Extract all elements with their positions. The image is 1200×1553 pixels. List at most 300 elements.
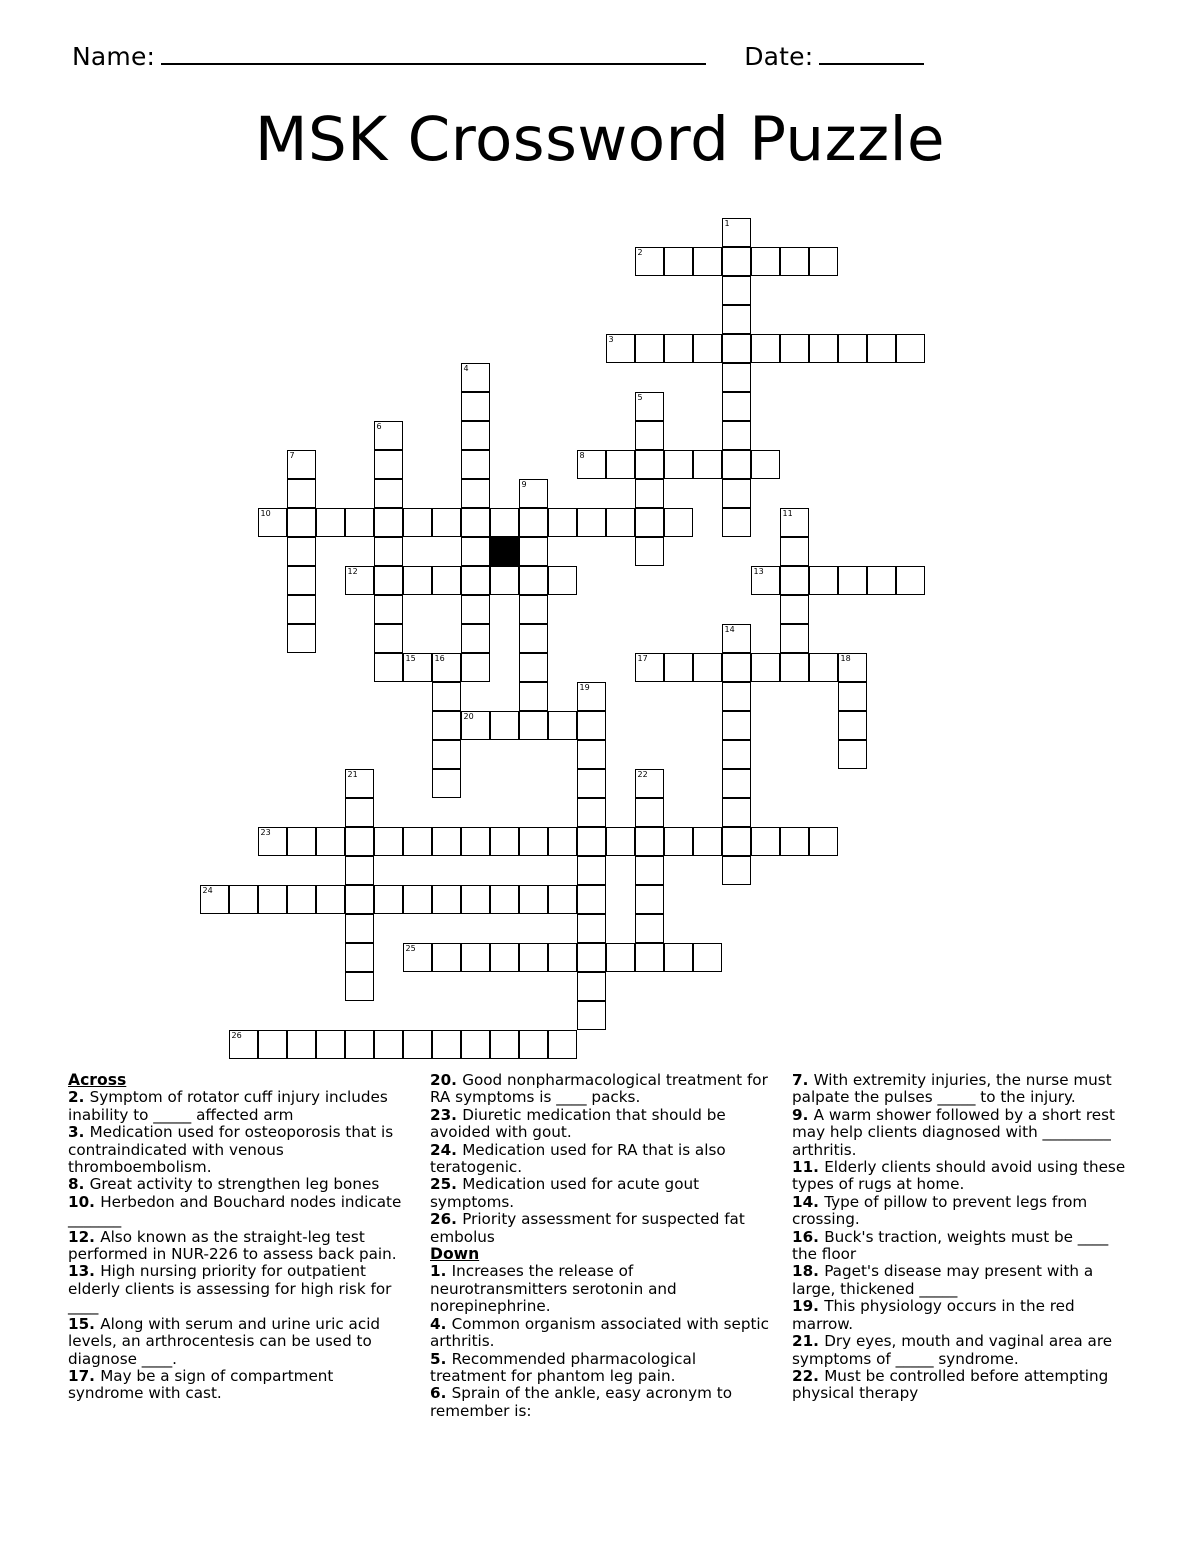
grid-cell[interactable] bbox=[316, 508, 345, 537]
grid-cell[interactable] bbox=[345, 508, 374, 537]
grid-cell[interactable] bbox=[635, 537, 664, 566]
grid-cell[interactable] bbox=[751, 450, 780, 479]
grid-cell[interactable] bbox=[867, 334, 896, 363]
grid-cell[interactable] bbox=[577, 508, 606, 537]
clue-text: Dry eyes, mouth and vaginal area are symptoms of _____ syndrome. bbox=[792, 1332, 1113, 1368]
clue-text: Must be controlled before attempting physical therapy bbox=[792, 1366, 1109, 1403]
grid-cell[interactable] bbox=[722, 479, 751, 508]
grid-cell[interactable] bbox=[606, 450, 635, 479]
clue-text: Medication used for osteoporosis that is contraindicated with venous thromboembolism. bbox=[68, 1123, 394, 1177]
grid-cell-number: 8 bbox=[579, 451, 585, 460]
grid-cell[interactable] bbox=[693, 247, 722, 276]
grid-cell[interactable] bbox=[664, 334, 693, 363]
grid-cell[interactable] bbox=[809, 247, 838, 276]
clue-down-7 bbox=[792, 1072, 1128, 1107]
grid-cell[interactable] bbox=[577, 914, 606, 943]
clue-text: High nursing priority for outpatient elderly clients is assessing for high risk for ____ bbox=[68, 1262, 392, 1316]
grid-cell[interactable] bbox=[780, 334, 809, 363]
grid-cell[interactable] bbox=[345, 943, 374, 972]
grid-cell[interactable] bbox=[635, 827, 664, 856]
grid-cell[interactable] bbox=[403, 653, 432, 682]
grid-cell[interactable] bbox=[519, 682, 548, 711]
grid-cell[interactable] bbox=[751, 247, 780, 276]
grid-cell[interactable] bbox=[519, 566, 548, 595]
grid-cell[interactable] bbox=[548, 885, 577, 914]
grid-cell[interactable] bbox=[722, 305, 751, 334]
grid-cell[interactable] bbox=[461, 827, 490, 856]
clue-text: Common organism associated with septic arthritis. bbox=[430, 1314, 769, 1351]
clue-text: A warm shower followed by a short rest may help clients diagnosed with _________ arthritis. bbox=[792, 1105, 1116, 1159]
grid-cell[interactable] bbox=[403, 508, 432, 537]
grid-cell[interactable] bbox=[722, 769, 751, 798]
clue-number: 26. bbox=[430, 1210, 463, 1229]
grid-cell[interactable] bbox=[664, 508, 693, 537]
grid-cell[interactable] bbox=[519, 537, 548, 566]
grid-cell[interactable] bbox=[838, 566, 867, 595]
grid-cell-number: 25 bbox=[405, 944, 416, 953]
grid-cell-number: 21 bbox=[347, 770, 358, 779]
grid-cell[interactable] bbox=[403, 885, 432, 914]
grid-cell[interactable] bbox=[867, 566, 896, 595]
grid-cell[interactable] bbox=[432, 682, 461, 711]
name-input-line[interactable] bbox=[161, 62, 706, 65]
grid-cell[interactable] bbox=[403, 566, 432, 595]
grid-cell[interactable] bbox=[606, 827, 635, 856]
page-title: MSK Crossword Puzzle bbox=[254, 104, 946, 175]
grid-cell[interactable] bbox=[577, 972, 606, 1001]
grid-cell[interactable] bbox=[345, 972, 374, 1001]
grid-cell[interactable] bbox=[780, 537, 809, 566]
grid-cell[interactable] bbox=[722, 624, 751, 653]
clue-down-5 bbox=[430, 1351, 770, 1386]
clue-number: 5. bbox=[430, 1349, 452, 1368]
grid-cell[interactable] bbox=[722, 711, 751, 740]
grid-cell[interactable] bbox=[664, 653, 693, 682]
grid-cell[interactable] bbox=[287, 624, 316, 653]
grid-cell[interactable] bbox=[606, 943, 635, 972]
clue-column-right bbox=[792, 1072, 1128, 1472]
grid-cell-number: 24 bbox=[202, 886, 213, 895]
clue-number: 4. bbox=[430, 1314, 452, 1333]
grid-cell[interactable] bbox=[635, 421, 664, 450]
grid-cell[interactable] bbox=[432, 1030, 461, 1059]
grid-cell[interactable] bbox=[519, 885, 548, 914]
clue-across-8 bbox=[68, 1176, 408, 1193]
grid-cell[interactable] bbox=[519, 827, 548, 856]
grid-cell[interactable] bbox=[461, 363, 490, 392]
grid-cell[interactable] bbox=[722, 682, 751, 711]
grid-cell[interactable] bbox=[345, 827, 374, 856]
grid-cell[interactable] bbox=[432, 711, 461, 740]
grid-cell[interactable] bbox=[490, 566, 519, 595]
grid-cell[interactable] bbox=[345, 769, 374, 798]
grid-cell[interactable] bbox=[577, 798, 606, 827]
grid-cell-number: 19 bbox=[579, 683, 590, 692]
grid-cell-number: 5 bbox=[637, 393, 643, 402]
clue-number: 17. bbox=[68, 1366, 101, 1385]
grid-cell[interactable] bbox=[635, 479, 664, 508]
grid-cell[interactable] bbox=[432, 653, 461, 682]
grid-cell-blocked bbox=[490, 537, 519, 566]
clue-across-10 bbox=[68, 1194, 408, 1229]
grid-cell[interactable] bbox=[374, 566, 403, 595]
clue-down-18 bbox=[792, 1263, 1128, 1298]
grid-cell[interactable] bbox=[722, 827, 751, 856]
grid-cell[interactable] bbox=[316, 827, 345, 856]
grid-cell[interactable] bbox=[548, 508, 577, 537]
grid-cell[interactable] bbox=[693, 450, 722, 479]
grid-cell-number: 22 bbox=[637, 770, 648, 779]
grid-cell[interactable] bbox=[809, 653, 838, 682]
grid-cell-number: 23 bbox=[260, 828, 271, 837]
grid-cell[interactable] bbox=[838, 334, 867, 363]
grid-cell[interactable] bbox=[287, 1030, 316, 1059]
grid-cell[interactable] bbox=[664, 450, 693, 479]
grid-cell[interactable] bbox=[519, 943, 548, 972]
clue-number: 14. bbox=[792, 1192, 825, 1211]
grid-cell[interactable] bbox=[374, 537, 403, 566]
grid-cell[interactable] bbox=[635, 392, 664, 421]
grid-cell[interactable] bbox=[722, 740, 751, 769]
grid-cell[interactable] bbox=[287, 479, 316, 508]
clue-text: Paget's disease may present with a large, thickened _____ bbox=[792, 1262, 1094, 1298]
grid-cell[interactable] bbox=[635, 885, 664, 914]
grid-cell[interactable] bbox=[780, 508, 809, 537]
header-row bbox=[72, 42, 1128, 71]
grid-cell[interactable] bbox=[287, 827, 316, 856]
grid-cell[interactable] bbox=[809, 334, 838, 363]
grid-cell[interactable] bbox=[635, 653, 664, 682]
grid-cell[interactable] bbox=[519, 624, 548, 653]
grid-cell[interactable] bbox=[577, 827, 606, 856]
grid-cell[interactable] bbox=[722, 247, 751, 276]
grid-cell[interactable] bbox=[374, 479, 403, 508]
grid-cell[interactable] bbox=[896, 566, 925, 595]
grid-cell[interactable] bbox=[432, 943, 461, 972]
clue-text: Recommended pharmacological treatment for phantom leg pain. bbox=[430, 1349, 697, 1385]
grid-cell-number: 1 bbox=[724, 219, 730, 228]
grid-cell[interactable] bbox=[490, 1030, 519, 1059]
grid-cell[interactable] bbox=[490, 711, 519, 740]
grid-cell[interactable] bbox=[664, 827, 693, 856]
grid-cell[interactable] bbox=[809, 827, 838, 856]
date-input-line[interactable] bbox=[819, 62, 924, 65]
clue-text: Medication used for acute gout symptoms. bbox=[430, 1175, 700, 1211]
grid-cell-number: 14 bbox=[724, 625, 735, 634]
grid-cell[interactable] bbox=[432, 769, 461, 798]
clue-down-1 bbox=[430, 1263, 770, 1315]
grid-cell[interactable] bbox=[461, 595, 490, 624]
grid-cell[interactable] bbox=[374, 508, 403, 537]
clue-number: 8. bbox=[68, 1175, 90, 1194]
date-label: Date: bbox=[744, 42, 814, 71]
grid-cell[interactable] bbox=[635, 450, 664, 479]
grid-cell[interactable] bbox=[258, 1030, 287, 1059]
grid-cell[interactable] bbox=[577, 856, 606, 885]
clue-text: This physiology occurs in the red marrow. bbox=[792, 1297, 1075, 1333]
clue-across-20 bbox=[430, 1072, 770, 1107]
clue-down-19 bbox=[792, 1298, 1128, 1333]
grid-cell[interactable] bbox=[519, 711, 548, 740]
grid-cell[interactable] bbox=[664, 247, 693, 276]
grid-cell[interactable] bbox=[519, 508, 548, 537]
clue-across-3 bbox=[68, 1124, 408, 1176]
grid-cell-number: 15 bbox=[405, 654, 416, 663]
grid-cell-number: 18 bbox=[840, 654, 851, 663]
grid-cell[interactable] bbox=[577, 769, 606, 798]
grid-cell[interactable] bbox=[258, 508, 287, 537]
grid-cell[interactable] bbox=[722, 653, 751, 682]
grid-cell[interactable] bbox=[577, 943, 606, 972]
clue-down-14 bbox=[792, 1194, 1128, 1229]
clue-text: Herbedon and Bouchard nodes indicate _______ bbox=[68, 1192, 402, 1229]
grid-cell-number: 12 bbox=[347, 567, 358, 576]
grid-cell[interactable] bbox=[287, 566, 316, 595]
grid-cell[interactable] bbox=[461, 624, 490, 653]
grid-cell[interactable] bbox=[432, 885, 461, 914]
grid-cell[interactable] bbox=[374, 624, 403, 653]
grid-cell[interactable] bbox=[693, 334, 722, 363]
grid-cell[interactable] bbox=[722, 334, 751, 363]
grid-cell[interactable] bbox=[461, 885, 490, 914]
grid-cell[interactable] bbox=[606, 334, 635, 363]
clue-number: 9. bbox=[792, 1105, 814, 1124]
clue-across-26 bbox=[430, 1211, 770, 1246]
grid-cell[interactable] bbox=[316, 885, 345, 914]
grid-cell[interactable] bbox=[461, 943, 490, 972]
grid-cell[interactable] bbox=[751, 566, 780, 595]
clue-down-6 bbox=[430, 1385, 770, 1420]
clue-number: 16. bbox=[792, 1227, 825, 1246]
grid-cell-number: 11 bbox=[782, 509, 793, 518]
grid-cell[interactable] bbox=[635, 856, 664, 885]
clue-across-25 bbox=[430, 1176, 770, 1211]
grid-cell[interactable] bbox=[287, 450, 316, 479]
grid-cell[interactable] bbox=[606, 508, 635, 537]
clue-number: 19. bbox=[792, 1297, 825, 1316]
clue-down-11 bbox=[792, 1159, 1128, 1194]
grid-cell[interactable] bbox=[403, 943, 432, 972]
grid-cell[interactable] bbox=[229, 1030, 258, 1059]
grid-cell[interactable] bbox=[432, 827, 461, 856]
grid-cell[interactable] bbox=[287, 537, 316, 566]
grid-cell[interactable] bbox=[780, 595, 809, 624]
clue-number: 22. bbox=[792, 1366, 825, 1385]
clue-number: 20. bbox=[430, 1071, 463, 1089]
clue-number: 10. bbox=[68, 1192, 101, 1211]
clue-text: Increases the release of neurotransmitters serotonin and norepinephrine. bbox=[430, 1262, 677, 1316]
grid-cell[interactable] bbox=[287, 508, 316, 537]
grid-cell[interactable] bbox=[548, 943, 577, 972]
grid-cell[interactable] bbox=[490, 827, 519, 856]
clue-number: 25. bbox=[430, 1175, 463, 1194]
grid-cell[interactable] bbox=[838, 711, 867, 740]
grid-cell[interactable] bbox=[722, 450, 751, 479]
grid-cell[interactable] bbox=[751, 827, 780, 856]
grid-cell[interactable] bbox=[577, 682, 606, 711]
grid-cell[interactable] bbox=[316, 1030, 345, 1059]
grid-cell[interactable] bbox=[345, 856, 374, 885]
grid-cell[interactable] bbox=[635, 247, 664, 276]
grid-cell[interactable] bbox=[896, 334, 925, 363]
grid-cell[interactable] bbox=[809, 566, 838, 595]
grid-cell[interactable] bbox=[519, 1030, 548, 1059]
clue-columns bbox=[68, 1072, 1132, 1472]
grid-cell[interactable] bbox=[461, 392, 490, 421]
grid-cell[interactable] bbox=[490, 508, 519, 537]
grid-cell[interactable] bbox=[461, 1030, 490, 1059]
clue-text: Type of pillow to prevent legs from crossing. bbox=[792, 1192, 1088, 1229]
grid-cell-number: 4 bbox=[463, 364, 469, 373]
grid-cell[interactable] bbox=[838, 740, 867, 769]
grid-cell[interactable] bbox=[635, 914, 664, 943]
clue-text: Sprain of the ankle, easy acronym to remember is: bbox=[430, 1384, 733, 1420]
grid-cell[interactable] bbox=[577, 1001, 606, 1030]
grid-cell[interactable] bbox=[461, 508, 490, 537]
grid-cell[interactable] bbox=[722, 392, 751, 421]
grid-cell[interactable] bbox=[374, 653, 403, 682]
clue-across-17 bbox=[68, 1368, 408, 1403]
grid-cell-number: 6 bbox=[376, 422, 382, 431]
grid-cell[interactable] bbox=[345, 798, 374, 827]
grid-cell[interactable] bbox=[345, 566, 374, 595]
grid-cell[interactable] bbox=[548, 827, 577, 856]
clue-number: 15. bbox=[68, 1314, 101, 1333]
grid-cell-number: 20 bbox=[463, 712, 474, 721]
grid-cell[interactable] bbox=[838, 653, 867, 682]
clue-text: Symptom of rotator cuff injury includes inability to _____ affected arm bbox=[68, 1088, 388, 1124]
clue-number: 21. bbox=[792, 1332, 825, 1351]
clue-text: Medication used for RA that is also teratogenic. bbox=[430, 1140, 726, 1177]
grid-cell[interactable] bbox=[345, 914, 374, 943]
clue-down-21 bbox=[792, 1333, 1128, 1368]
grid-cell-number: 26 bbox=[231, 1031, 242, 1040]
grid-cell[interactable] bbox=[287, 885, 316, 914]
grid-cell[interactable] bbox=[345, 1030, 374, 1059]
clue-column-middle bbox=[430, 1072, 770, 1472]
grid-cell[interactable] bbox=[838, 682, 867, 711]
grid-cell[interactable] bbox=[751, 334, 780, 363]
clue-down-22 bbox=[792, 1368, 1128, 1403]
grid-cell[interactable] bbox=[780, 566, 809, 595]
grid-cell[interactable] bbox=[722, 421, 751, 450]
grid-cell[interactable] bbox=[461, 450, 490, 479]
grid-cell[interactable] bbox=[722, 508, 751, 537]
grid-cell[interactable] bbox=[548, 711, 577, 740]
grid-cell-number: 13 bbox=[753, 567, 764, 576]
clue-text: Elderly clients should avoid using these types of rugs at home. bbox=[792, 1158, 1126, 1194]
grid-cell[interactable] bbox=[548, 566, 577, 595]
grid-cell[interactable] bbox=[519, 653, 548, 682]
grid-cell[interactable] bbox=[345, 885, 374, 914]
grid-cell[interactable] bbox=[461, 421, 490, 450]
grid-cell[interactable] bbox=[577, 885, 606, 914]
crossword-grid[interactable] bbox=[0, 218, 1200, 1078]
clue-text: With extremity injuries, the nurse must palpate the pulses _____ to the injury. bbox=[792, 1071, 1112, 1107]
grid-cell[interactable] bbox=[287, 595, 316, 624]
grid-cell[interactable] bbox=[635, 769, 664, 798]
grid-cell[interactable] bbox=[258, 885, 287, 914]
grid-cell[interactable] bbox=[519, 479, 548, 508]
grid-cell[interactable] bbox=[635, 508, 664, 537]
clue-down-9 bbox=[792, 1107, 1128, 1159]
grid-cell-number: 2 bbox=[637, 248, 643, 257]
grid-cell[interactable] bbox=[635, 798, 664, 827]
clue-down-4 bbox=[430, 1316, 770, 1351]
grid-cell[interactable] bbox=[722, 363, 751, 392]
grid-cell[interactable] bbox=[374, 1030, 403, 1059]
grid-cell[interactable] bbox=[432, 508, 461, 537]
grid-cell[interactable] bbox=[722, 218, 751, 247]
name-label: Name: bbox=[72, 42, 156, 71]
grid-cell[interactable] bbox=[635, 943, 664, 972]
grid-cell[interactable] bbox=[693, 943, 722, 972]
grid-cell[interactable] bbox=[374, 450, 403, 479]
clue-across-23 bbox=[430, 1107, 770, 1142]
grid-cell[interactable] bbox=[258, 827, 287, 856]
grid-cell-number: 16 bbox=[434, 654, 445, 663]
grid-cell[interactable] bbox=[780, 624, 809, 653]
grid-cell[interactable] bbox=[780, 247, 809, 276]
grid-cell[interactable] bbox=[432, 566, 461, 595]
grid-cell[interactable] bbox=[490, 885, 519, 914]
grid-cell[interactable] bbox=[693, 827, 722, 856]
grid-cell[interactable] bbox=[374, 421, 403, 450]
grid-cell[interactable] bbox=[722, 276, 751, 305]
grid-cell[interactable] bbox=[577, 711, 606, 740]
grid-cell[interactable] bbox=[722, 856, 751, 885]
clue-number: 12. bbox=[68, 1227, 101, 1246]
grid-cell[interactable] bbox=[461, 566, 490, 595]
grid-cell[interactable] bbox=[461, 479, 490, 508]
grid-cell[interactable] bbox=[229, 885, 258, 914]
grid-cell[interactable] bbox=[693, 653, 722, 682]
grid-cell-number: 10 bbox=[260, 509, 271, 518]
grid-cell[interactable] bbox=[519, 595, 548, 624]
grid-cell[interactable] bbox=[635, 334, 664, 363]
clue-down-16 bbox=[792, 1229, 1128, 1264]
grid-cell[interactable] bbox=[200, 885, 229, 914]
grid-cell[interactable] bbox=[461, 653, 490, 682]
down-heading: Down bbox=[430, 1245, 480, 1264]
clue-text: Priority assessment for suspected fat embolus bbox=[430, 1210, 745, 1246]
grid-cell[interactable] bbox=[403, 827, 432, 856]
clue-text: Great activity to strengthen leg bones bbox=[89, 1175, 380, 1194]
grid-cell[interactable] bbox=[548, 1030, 577, 1059]
grid-cell[interactable] bbox=[403, 1030, 432, 1059]
grid-cell[interactable] bbox=[374, 885, 403, 914]
grid-cell[interactable] bbox=[751, 653, 780, 682]
grid-cell[interactable] bbox=[722, 798, 751, 827]
grid-cell-number: 17 bbox=[637, 654, 648, 663]
clue-across-13 bbox=[68, 1263, 408, 1315]
grid-cell[interactable] bbox=[432, 740, 461, 769]
grid-cell[interactable] bbox=[780, 827, 809, 856]
grid-cell[interactable] bbox=[780, 653, 809, 682]
grid-cell[interactable] bbox=[461, 537, 490, 566]
grid-cell[interactable] bbox=[577, 740, 606, 769]
grid-cell[interactable] bbox=[664, 943, 693, 972]
clue-across-24 bbox=[430, 1142, 770, 1177]
grid-cell[interactable] bbox=[374, 827, 403, 856]
grid-cell[interactable] bbox=[490, 943, 519, 972]
grid-cell[interactable] bbox=[374, 595, 403, 624]
grid-cell[interactable] bbox=[577, 450, 606, 479]
grid-cell[interactable] bbox=[461, 711, 490, 740]
grid-cell-number: 7 bbox=[289, 451, 295, 460]
clue-across-12 bbox=[68, 1229, 408, 1264]
clue-number: 18. bbox=[792, 1262, 825, 1281]
